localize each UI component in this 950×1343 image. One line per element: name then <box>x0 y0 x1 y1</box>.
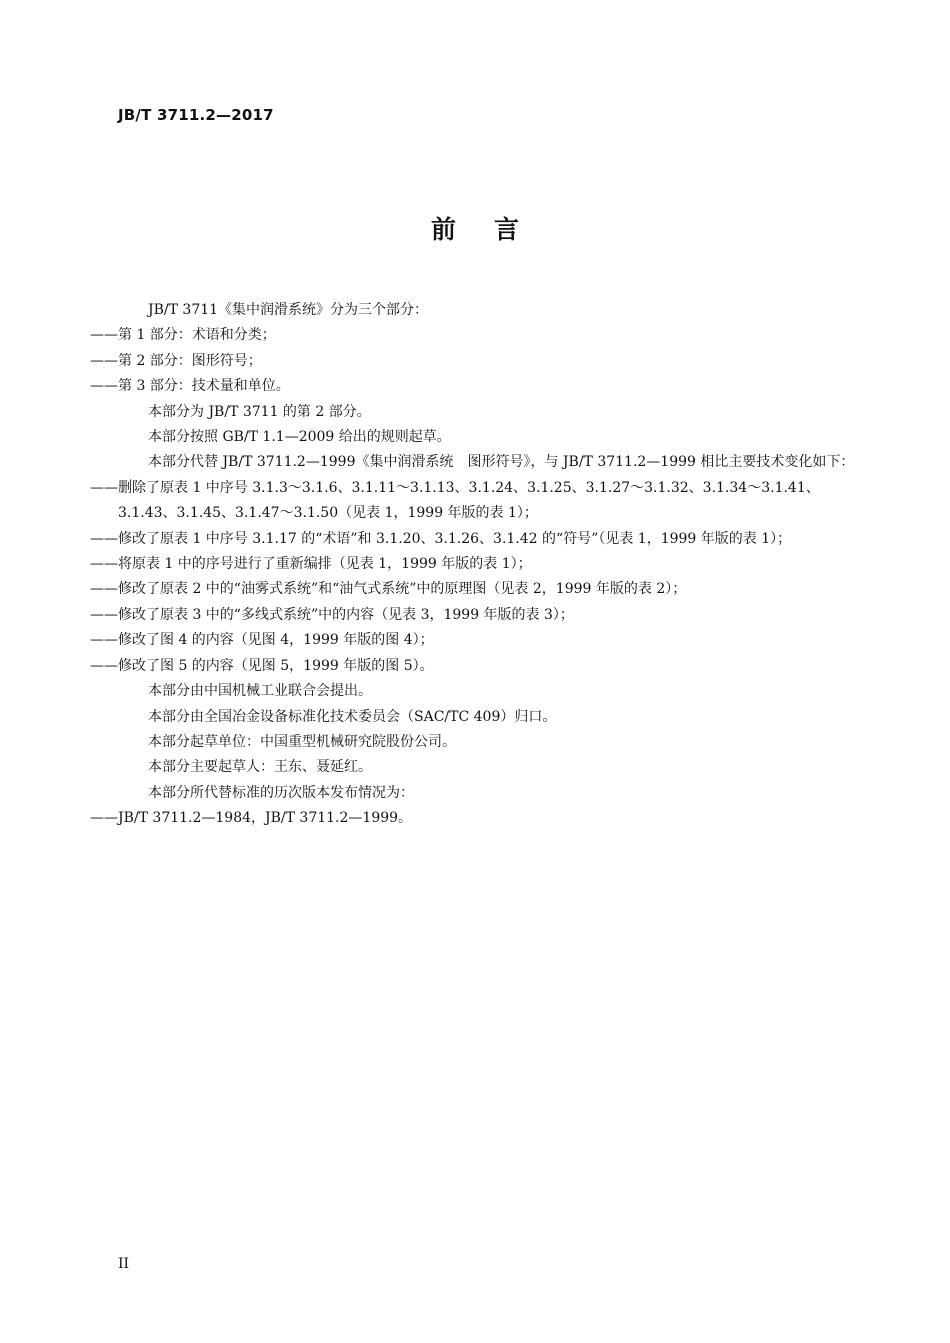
list-item-change-table-2: ——修改了原表 2 中的“油雾式系统”和“油气式系统”中的原理图（见表 2，1999 年版的表 2）； <box>90 581 687 598</box>
paragraph-proposed-by: 本部分由中国机械工业联合会提出。 <box>148 683 372 700</box>
paragraph-replaces: 本部分代替 JB/T 3711.2—1999《集中润滑系统 图形符号》，与 JB/T 3711.2—1999 相比主要技术变化如下： <box>148 454 855 471</box>
list-item-part-2: ——第 2 部分：图形符号； <box>90 352 262 369</box>
paragraph-this-part: 本部分为 JB/T 3711 的第 2 部分。 <box>148 403 371 420</box>
foreword-body <box>90 298 874 832</box>
paragraph-drafting-rules: 本部分按照 GB/T 1.1—2009 给出的规则起草。 <box>148 429 451 446</box>
page-title: 前言 <box>430 215 557 244</box>
paragraph-parts-intro: JB/T 3711《集中润滑系统》分为三个部分： <box>148 302 429 318</box>
list-item-part-1: ——第 1 部分：术语和分类； <box>90 327 276 344</box>
document-number-header: JB/T 3711.2—2017 <box>118 106 274 124</box>
list-item-part-3: ——第 3 部分：技术量和单位。 <box>90 378 290 395</box>
paragraph-previous-editions: 本部分所代替标准的历次版本发布情况为： <box>148 784 414 801</box>
paragraph-drafters: 本部分主要起草人：王东、聂延红。 <box>148 759 372 776</box>
page-number: II <box>118 1256 130 1272</box>
paragraph-administered-by: 本部分由全国冶金设备标准化技术委员会（SAC/TC 409）归口。 <box>148 708 557 725</box>
list-item-change-figure-5: ——修改了图 5 的内容（见图 5，1999 年版的图 5）。 <box>90 657 434 674</box>
list-item-previous-editions: ——JB/T 3711.2—1984，JB/T 3711.2—1999。 <box>90 810 413 827</box>
list-item-change-terms-symbols: ——修改了原表 1 中序号 3.1.17 的“术语”和 3.1.20、3.1.26、3.1.42 的“符号”（见表 1，1999 年版的表 1）； <box>90 530 792 547</box>
paragraph-drafting-unit: 本部分起草单位：中国重型机械研究院股份公司。 <box>148 733 456 750</box>
list-item-change-table-3: ——修改了原表 3 中的“多线式系统”中的内容（见表 3，1999 年版的表 3）； <box>90 606 574 623</box>
list-item-change-deleted: ——删除了原表 1 中序号 3.1.3～3.1.6、3.1.11～3.1.13、3.1.24、3.1.25、3.1.27～3.1.32、3.1.34～3.1.41、3.1.43、3.1.45、3.1.47～3.1.50（见表 1，1999 年版的表 1）； <box>90 479 820 522</box>
list-item-change-figure-4: ——修改了图 4 的内容（见图 4，1999 年版的图 4）； <box>90 632 434 649</box>
list-item-change-renumbered: ——将原表 1 中的序号进行了重新编排（见表 1，1999 年版的表 1）； <box>90 556 532 573</box>
